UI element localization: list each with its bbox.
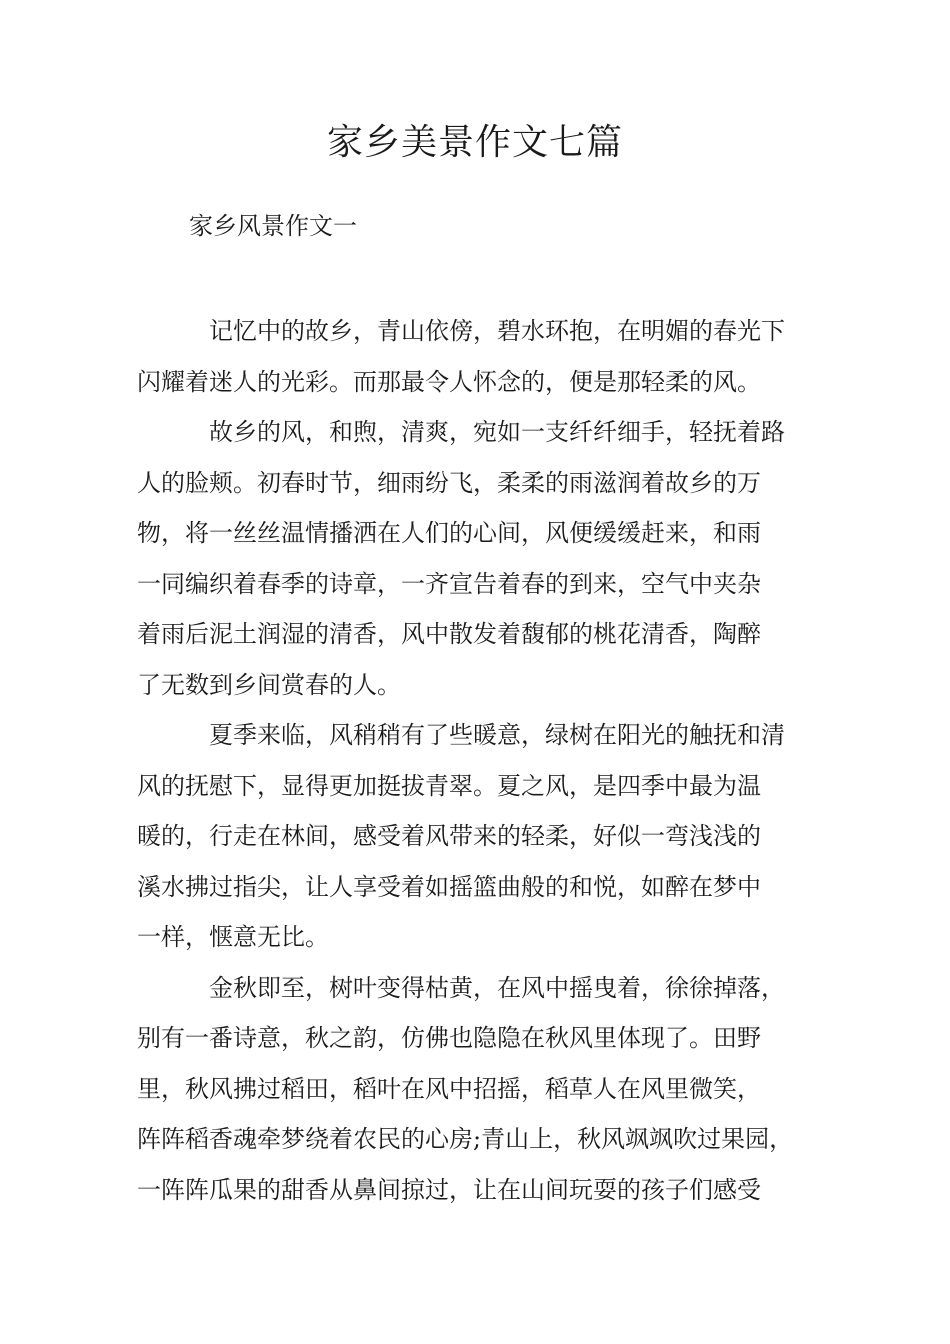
- paragraph-2: [137, 407, 827, 710]
- text-line: 闪耀着迷人的光彩。而那最令人怀念的，便是那轻柔的风。: [137, 367, 761, 396]
- paragraph-4: [137, 963, 827, 1216]
- paragraph-3: [137, 710, 827, 963]
- text-line: 金秋即至，树叶变得枯黄，在风中摇曳着，徐徐掉落，: [209, 973, 785, 1002]
- document-body: [137, 306, 827, 1215]
- text-line: 物，将一丝丝温情播洒在人们的心间，风便缓缓赶来，和雨: [137, 519, 761, 547]
- text-line: 一同编织着春季的诗章，一齐宣告着春的到来，空气中夹杂: [137, 569, 761, 598]
- text-line: 人的脸颊。初春时节，细雨纷飞，柔柔的雨滋润着故乡的万: [137, 468, 761, 497]
- text-line: 风的抚慰下，显得更加挺拔青翠。夏之风，是四季中最为温: [137, 771, 761, 800]
- text-line: 别有一番诗意，秋之韵，仿佛也隐隐在秋风里体现了。田野: [137, 1024, 761, 1052]
- text-line: 里，秋风拂过稻田，稻叶在风中招摇，稻草人在风里微笑，: [137, 1074, 761, 1103]
- text-line: 夏季来临，风稍稍有了些暖意，绿树在阳光的触抚和清: [209, 721, 785, 749]
- paragraph-1: [137, 306, 827, 407]
- document-title: 家乡美景作文七篇: [326, 122, 623, 163]
- text-line: 暖的，行走在林间，感受着风带来的轻柔，好似一弯浅浅的: [137, 822, 761, 850]
- section-heading: 家乡风景作文一: [189, 212, 357, 240]
- text-line: 了无数到乡间赏春的人。: [137, 670, 401, 699]
- text-line: 阵阵稻香魂牵梦绕着农民的心房;青山上，秋风飒飒吹过果园，: [137, 1125, 794, 1153]
- text-line: 溪水拂过指尖，让人享受着如摇篮曲般的和悦，如醉在梦中: [137, 872, 761, 901]
- text-line: 着雨后泥土润湿的清香，风中散发着馥郁的桃花清香，陶醉: [137, 620, 761, 648]
- text-line: 故乡的风，和煦，清爽，宛如一支纤纤细手，轻抚着路: [209, 418, 785, 446]
- text-line: 一阵阵瓜果的甜香从鼻间掠过，让在山间玩耍的孩子们感受: [137, 1175, 761, 1204]
- text-line: 一样，惬意无比。: [137, 923, 329, 951]
- text-line: 记忆中的故乡，青山依傍，碧水环抱，在明媚的春光下: [209, 317, 785, 345]
